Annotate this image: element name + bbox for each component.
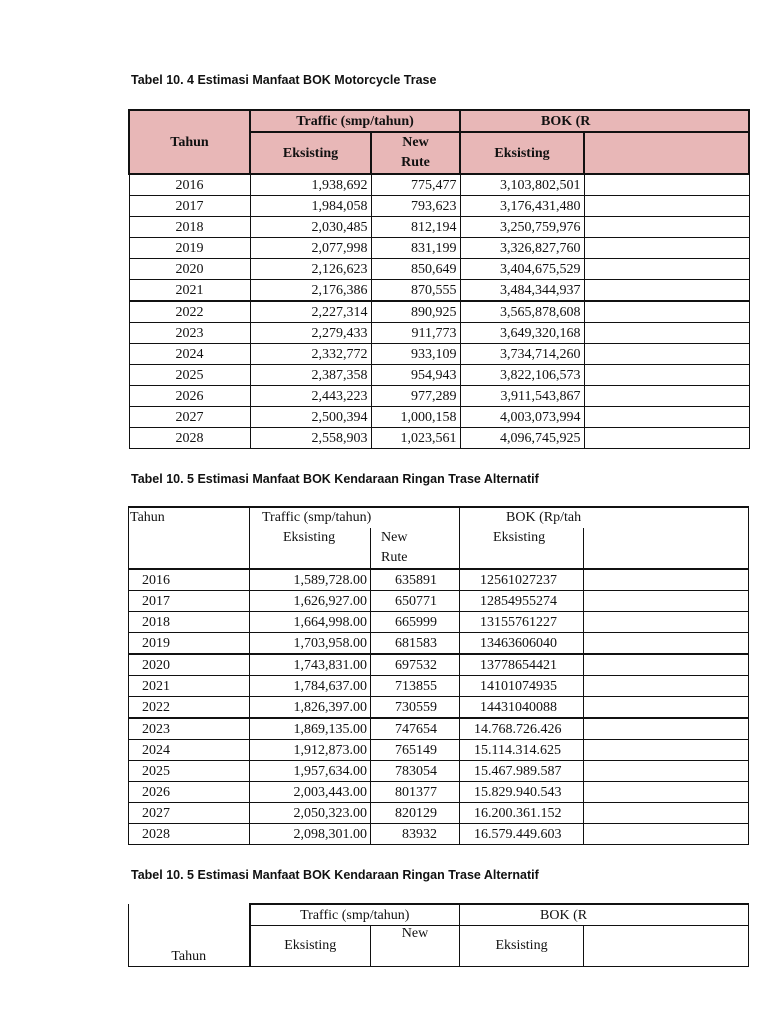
header-tahun: Tahun: [129, 904, 250, 967]
cell-bok-eksisting: 13463606040: [460, 633, 584, 655]
cell-traffic-new-rute: 775,477: [371, 174, 460, 196]
cell-traffic-eksisting: 2,558,903: [250, 428, 371, 449]
cell-year: 2019: [129, 238, 250, 259]
cell-traffic-eksisting: 2,279,433: [250, 323, 371, 344]
table-row: [129, 633, 749, 655]
cell-bok-eksisting: 14101074935: [460, 676, 584, 697]
cell-bok-eksisting: 3,822,106,573: [460, 365, 584, 386]
cell-traffic-new-rute: 890,925: [371, 301, 460, 323]
cell-bok-new: [584, 323, 749, 344]
cell-bok-new: [584, 238, 749, 259]
cell-bok-new: [584, 718, 749, 740]
table-row: [129, 301, 749, 323]
cell-traffic-new-rute: 977,289: [371, 386, 460, 407]
cell-traffic-new-rute: 635891: [371, 569, 460, 591]
cell-bok-eksisting: 3,734,714,260: [460, 344, 584, 365]
cell-year: 2016: [129, 174, 250, 196]
cell-traffic-new-rute: 747654: [371, 718, 460, 740]
cell-traffic-new-rute: 793,623: [371, 196, 460, 217]
header-eksisting: Eksisting: [250, 132, 371, 174]
cell-bok-eksisting: 3,250,759,976: [460, 217, 584, 238]
header-tahun-spacer: [129, 528, 250, 569]
table-row: [129, 196, 749, 217]
cell-traffic-eksisting: 2,098,301.00: [250, 824, 371, 845]
header-bok-new: [584, 528, 749, 569]
cell-bok-new: [584, 569, 749, 591]
cell-year: 2027: [129, 803, 250, 824]
cell-traffic-eksisting: 1,626,927.00: [250, 591, 371, 612]
cell-traffic-new-rute: 812,194: [371, 217, 460, 238]
cell-bok-eksisting: 12561027237: [460, 569, 584, 591]
table-row: [129, 407, 749, 428]
cell-traffic-new-rute: 83932: [371, 824, 460, 845]
header-new-rute: New Rute: [371, 132, 460, 174]
cell-bok-eksisting: 15.829.940.543: [460, 782, 584, 803]
cell-bok-new: [584, 407, 749, 428]
cell-bok-new: [584, 280, 749, 302]
table-row: [129, 697, 749, 719]
cell-bok-new: [584, 697, 749, 719]
cell-year: 2018: [129, 612, 250, 633]
table3-caption: Tabel 10. 5 Estimasi Manfaat BOK Kendaraan Ringan Trase Alternatif: [131, 868, 539, 882]
cell-bok-eksisting: 13155761227: [460, 612, 584, 633]
cell-traffic-new-rute: 713855: [371, 676, 460, 697]
cell-bok-new: [584, 761, 749, 782]
cell-year: 2027: [129, 407, 250, 428]
cell-bok-eksisting: 16.200.361.152: [460, 803, 584, 824]
header-traffic: Traffic (smp/tahun): [250, 904, 460, 926]
cell-traffic-new-rute: 665999: [371, 612, 460, 633]
cell-bok-eksisting: 4,096,745,925: [460, 428, 584, 449]
cell-year: 2020: [129, 259, 250, 280]
cell-bok-eksisting: 14431040088: [460, 697, 584, 719]
table1-caption: Tabel 10. 4 Estimasi Manfaat BOK Motorcycle Trase: [131, 73, 437, 87]
header-bok-new: [584, 926, 749, 967]
cell-traffic-new-rute: 730559: [371, 697, 460, 719]
cell-bok-new: [584, 428, 749, 449]
cell-bok-eksisting: 3,649,320,168: [460, 323, 584, 344]
cell-traffic-eksisting: 2,030,485: [250, 217, 371, 238]
cell-traffic-new-rute: 820129: [371, 803, 460, 824]
cell-traffic-eksisting: 1,826,397.00: [250, 697, 371, 719]
cell-year: 2025: [129, 761, 250, 782]
cell-year: 2028: [129, 824, 250, 845]
cell-traffic-eksisting: 1,957,634.00: [250, 761, 371, 782]
cell-bok-eksisting: 3,565,878,608: [460, 301, 584, 323]
cell-traffic-new-rute: 650771: [371, 591, 460, 612]
cell-traffic-eksisting: 2,126,623: [250, 259, 371, 280]
cell-year: 2023: [129, 718, 250, 740]
table2-caption: Tabel 10. 5 Estimasi Manfaat BOK Kendaraan Ringan Trase Alternatif: [131, 472, 539, 486]
cell-year: 2021: [129, 280, 250, 302]
header-bok: BOK (R: [460, 904, 749, 926]
cell-traffic-eksisting: 2,176,386: [250, 280, 371, 302]
table3: [128, 903, 749, 967]
cell-traffic-eksisting: 1,938,692: [250, 174, 371, 196]
table-row: [129, 365, 749, 386]
table-row: [129, 428, 749, 449]
cell-traffic-new-rute: 933,109: [371, 344, 460, 365]
table-row: [129, 174, 749, 196]
cell-traffic-new-rute: 1,000,158: [371, 407, 460, 428]
cell-traffic-new-rute: 870,555: [371, 280, 460, 302]
table2-container: [128, 506, 585, 848]
header-eksisting: Eksisting: [250, 926, 371, 967]
cell-bok-new: [584, 824, 749, 845]
table-row: [129, 217, 749, 238]
header-tahun: Tahun: [129, 110, 250, 174]
header-eksisting: Eksisting: [250, 528, 371, 569]
cell-bok-new: [584, 365, 749, 386]
table-row: [129, 280, 749, 302]
table-row: [129, 569, 749, 591]
header-bok: BOK (Rp/tah: [460, 507, 749, 528]
header-bok-eksisting: Eksisting: [460, 132, 584, 174]
cell-bok-eksisting: 12854955274: [460, 591, 584, 612]
cell-year: 2017: [129, 196, 250, 217]
table-row: [129, 761, 749, 782]
cell-bok-new: [584, 803, 749, 824]
cell-traffic-new-rute: 850,649: [371, 259, 460, 280]
cell-bok-eksisting: 3,326,827,760: [460, 238, 584, 259]
table-row: [129, 654, 749, 676]
cell-bok-new: [584, 386, 749, 407]
cell-traffic-eksisting: 1,984,058: [250, 196, 371, 217]
cell-bok-new: [584, 740, 749, 761]
cell-year: 2026: [129, 782, 250, 803]
table-row: [129, 591, 749, 612]
header-bok-eksisting: Eksisting: [460, 528, 584, 569]
cell-bok-new: [584, 344, 749, 365]
cell-traffic-new-rute: 911,773: [371, 323, 460, 344]
cell-traffic-eksisting: 2,003,443.00: [250, 782, 371, 803]
cell-traffic-new-rute: 831,199: [371, 238, 460, 259]
cell-year: 2020: [129, 654, 250, 676]
cell-traffic-new-rute: 954,943: [371, 365, 460, 386]
cell-traffic-eksisting: 1,869,135.00: [250, 718, 371, 740]
cell-year: 2023: [129, 323, 250, 344]
cell-bok-eksisting: 15.467.989.587: [460, 761, 584, 782]
cell-year: 2016: [129, 569, 250, 591]
cell-traffic-eksisting: 2,332,772: [250, 344, 371, 365]
cell-bok-eksisting: 3,404,675,529: [460, 259, 584, 280]
cell-traffic-eksisting: 1,912,873.00: [250, 740, 371, 761]
cell-traffic-new-rute: 765149: [371, 740, 460, 761]
cell-bok-eksisting: 16.579.449.603: [460, 824, 584, 845]
cell-bok-new: [584, 217, 749, 238]
cell-bok-new: [584, 591, 749, 612]
cell-bok-eksisting: 4,003,073,994: [460, 407, 584, 428]
table-row: [129, 676, 749, 697]
table-row: [129, 344, 749, 365]
cell-bok-eksisting: 3,484,344,937: [460, 280, 584, 302]
cell-year: 2026: [129, 386, 250, 407]
cell-traffic-eksisting: 2,227,314: [250, 301, 371, 323]
table1-container: [128, 109, 591, 452]
table-row: [129, 824, 749, 845]
cell-traffic-new-rute: 697532: [371, 654, 460, 676]
cell-traffic-eksisting: 1,743,831.00: [250, 654, 371, 676]
cell-bok-new: [584, 633, 749, 655]
cell-traffic-new-rute: 681583: [371, 633, 460, 655]
cell-bok-new: [584, 676, 749, 697]
table-row: [129, 323, 749, 344]
cell-year: 2017: [129, 591, 250, 612]
cell-traffic-eksisting: 2,050,323.00: [250, 803, 371, 824]
cell-bok-eksisting: 3,103,802,501: [460, 174, 584, 196]
cell-bok-new: [584, 782, 749, 803]
cell-year: 2024: [129, 740, 250, 761]
table-row: [129, 740, 749, 761]
cell-traffic-eksisting: 1,784,637.00: [250, 676, 371, 697]
cell-year: 2022: [129, 301, 250, 323]
table-row: [129, 718, 749, 740]
cell-bok-new: [584, 259, 749, 280]
table-row: [129, 782, 749, 803]
cell-bok-new: [584, 612, 749, 633]
table-row: [129, 386, 749, 407]
cell-year: 2021: [129, 676, 250, 697]
table2: [128, 506, 749, 845]
cell-year: 2019: [129, 633, 250, 655]
cell-year: 2018: [129, 217, 250, 238]
table-row: [129, 238, 749, 259]
cell-traffic-eksisting: 2,443,223: [250, 386, 371, 407]
table3-container: [128, 903, 588, 964]
cell-traffic-eksisting: 1,703,958.00: [250, 633, 371, 655]
cell-bok-eksisting: 15.114.314.625: [460, 740, 584, 761]
table1: [128, 109, 750, 449]
header-bok: BOK (R: [460, 110, 749, 132]
cell-traffic-new-rute: 783054: [371, 761, 460, 782]
cell-bok-new: [584, 654, 749, 676]
header-traffic: Traffic (smp/tahun): [250, 507, 460, 528]
table-row: [129, 612, 749, 633]
header-tahun: Tahun: [129, 507, 250, 528]
cell-traffic-new-rute: 1,023,561: [371, 428, 460, 449]
cell-bok-eksisting: 3,176,431,480: [460, 196, 584, 217]
cell-traffic-eksisting: 2,077,998: [250, 238, 371, 259]
cell-year: 2025: [129, 365, 250, 386]
cell-traffic-eksisting: 1,664,998.00: [250, 612, 371, 633]
table-row: [129, 803, 749, 824]
cell-traffic-new-rute: 801377: [371, 782, 460, 803]
header-bok-eksisting: Eksisting: [460, 926, 584, 967]
cell-year: 2022: [129, 697, 250, 719]
cell-traffic-eksisting: 1,589,728.00: [250, 569, 371, 591]
cell-bok-eksisting: 14.768.726.426: [460, 718, 584, 740]
header-traffic: Traffic (smp/tahun): [250, 110, 460, 132]
table-row: [129, 259, 749, 280]
header-new-rute: New Rute: [371, 528, 460, 569]
header-new-rute: New: [371, 926, 460, 967]
cell-traffic-eksisting: 2,500,394: [250, 407, 371, 428]
cell-bok-eksisting: 13778654421: [460, 654, 584, 676]
cell-bok-new: [584, 301, 749, 323]
cell-bok-new: [584, 196, 749, 217]
cell-bok-eksisting: 3,911,543,867: [460, 386, 584, 407]
cell-year: 2028: [129, 428, 250, 449]
cell-traffic-eksisting: 2,387,358: [250, 365, 371, 386]
header-bok-new: [584, 132, 749, 174]
cell-bok-new: [584, 174, 749, 196]
cell-year: 2024: [129, 344, 250, 365]
